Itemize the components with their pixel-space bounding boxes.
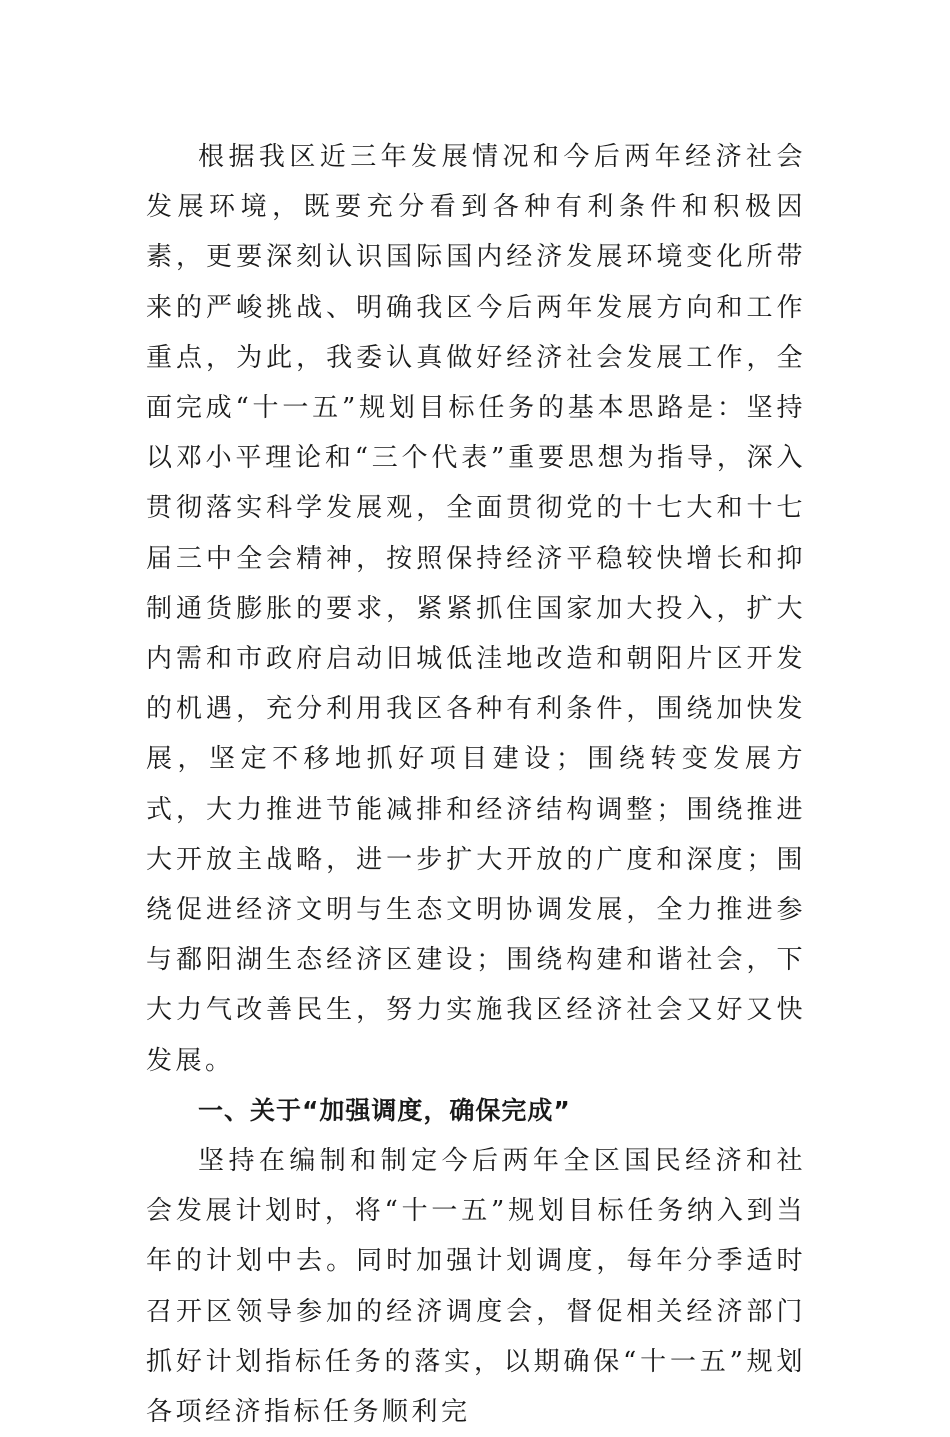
intro-paragraph: 根据我区近三年发展情况和今后两年经济社会发展环境，既要充分看到各种有利条件和积极因素，更要深刻认识国际国内经济发展环境变化所带来的严峻挑战、明确我区今后两年发展方向和工作重点，为此，我委认真做好经济社会发展工作，全面完成“十一五”规划目标任务的基本思路是：坚持以邓小平理论和“三个代表”重要思想为指导，深入贯彻落实科学发展观，全面贯彻党的十七大和十七届三中全会精神，按照保持经济平稳较快增长和抑制通货膨胀的要求，紧紧抓住国家加大投入，扩大内需和市政府启动旧城低洼地改造和朝阳片区开发的机遇，充分利用我区各种有利条件，围绕加快发展，坚定不移地抓好项目建设；围绕转变发展方式，大力推进节能减排和经济结构调整；围绕推进大开放主战略，进一步扩大开放的广度和深度；围绕促进经济文明与生态文明协调发展，全力推进参与鄱阳湖生态经济区建设；围绕构建和谐社会，下大力气改善民生，努力实施我区经济社会又好又快发展。 xyxy=(146,142,806,1076)
section-paragraph: 坚持在编制和制定今后两年全区国民经济和社会发展计划时，将“十一五”规划目标任务纳入到当年的计划中去。同时加强计划调度，每年分季适时召开区领导参加的经济调度会，督促相关经济部门抓好计划指标任务的落实，以期确保“十一五”规划各项经济指标任务顺利完 xyxy=(146,1146,806,1428)
document-body xyxy=(146,132,806,1437)
section-heading: 一、关于“加强调度，确保完成” xyxy=(198,1095,571,1125)
